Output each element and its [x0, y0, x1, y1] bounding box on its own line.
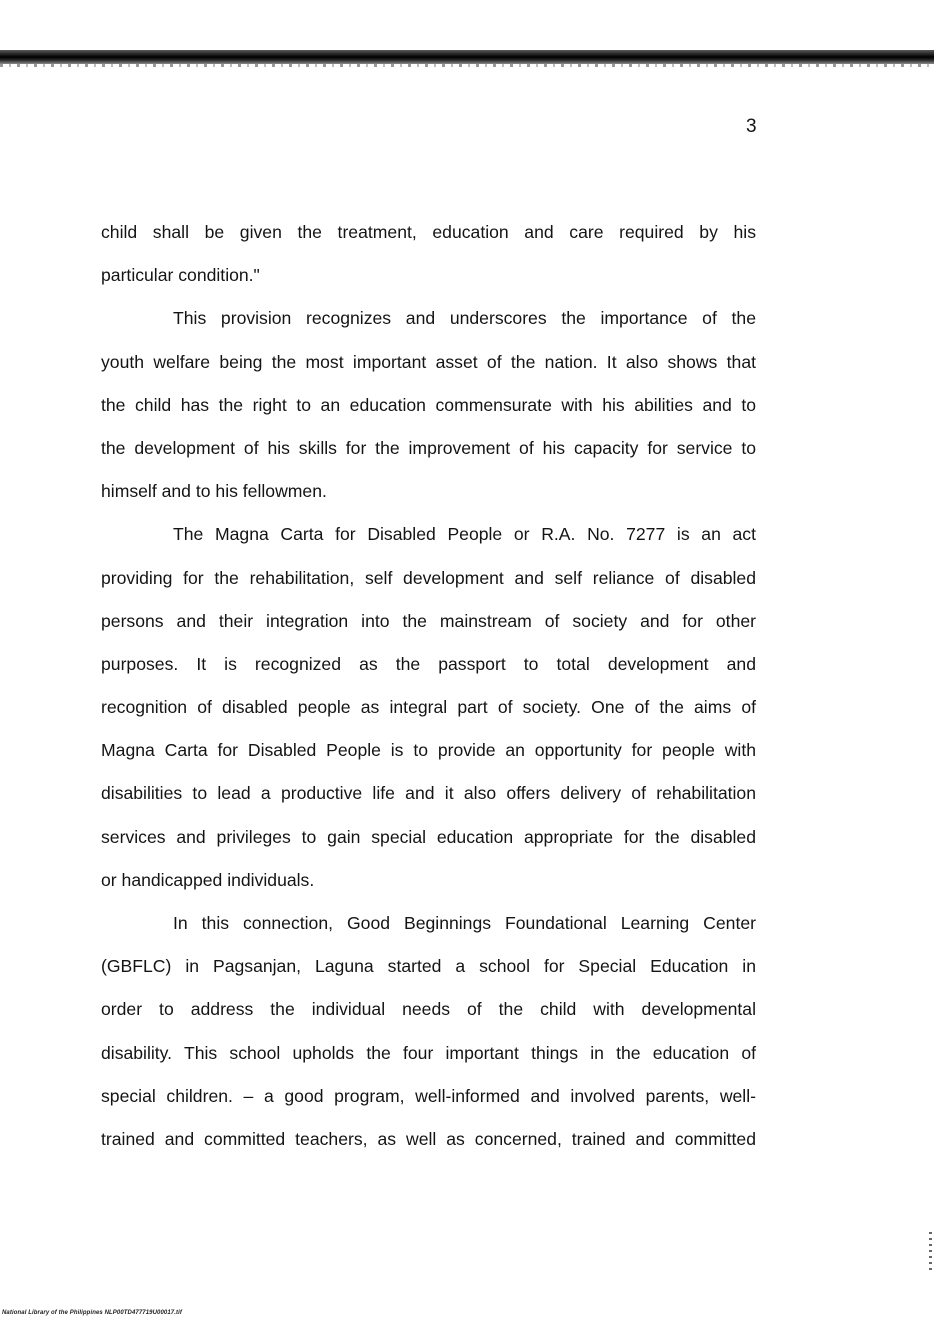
text-line: services and privileges to gain special education appropriate for the disabled [101, 826, 756, 847]
text-line: or handicapped individuals. [101, 869, 315, 890]
scan-top-border [0, 50, 934, 64]
text-line: trained and committed teachers, as well as concerned, trained and committed [101, 1128, 756, 1149]
paragraph-start-line: This provision recognizes and underscores the importance of the [173, 308, 756, 329]
text-line: youth welfare being the most important asset of the nation. It also shows that [101, 351, 756, 372]
text-line: persons and their integration into the mainstream of society and for other [101, 610, 756, 631]
text-line: the development of his skills for the improvement of his capacity for service to [101, 437, 756, 458]
page-number: 3 [746, 116, 757, 137]
body-text [101, 211, 756, 1161]
text-line: particular condition." [101, 265, 260, 286]
paragraph-start-line: In this connection, Good Beginnings Foundational Learning Center [173, 913, 756, 933]
text-line: recognition of disabled people as integral part of society. One of the aims of [101, 697, 756, 718]
text-line: special children. – a good program, well-informed and involved parents, well- [101, 1085, 756, 1106]
text-line: Magna Carta for Disabled People is to provide an opportunity for people with [101, 740, 756, 761]
text-line: providing for the rehabilitation, self development and self reliance of disabled [101, 567, 756, 588]
text-line: disabilities to lead a productive life and it also offers delivery of rehabilitation [101, 783, 756, 804]
text-line: disability. This school upholds the four important things in the education of [101, 1042, 756, 1063]
text-line: purposes. It is recognized as the passport to total development and [101, 653, 756, 674]
paragraph-start-line: The Magna Carta for Disabled People or R.A. No. 7277 is an act [173, 524, 756, 545]
footer-credit: National Library of the Philippines NLP00TD477719U00017.tif [2, 1310, 182, 1316]
text-line: himself and to his fellowmen. [101, 481, 327, 502]
scan-edge-marks [929, 1232, 932, 1272]
text-line: the child has the right to an education commensurate with his abilities and to [101, 394, 756, 415]
text-line: (GBFLC) in Pagsanjan, Laguna started a school for Special Education in [101, 956, 756, 977]
text-line: order to address the individual needs of the child with developmental [101, 999, 756, 1020]
text-line: child shall be given the treatment, education and care required by his [101, 222, 756, 242]
